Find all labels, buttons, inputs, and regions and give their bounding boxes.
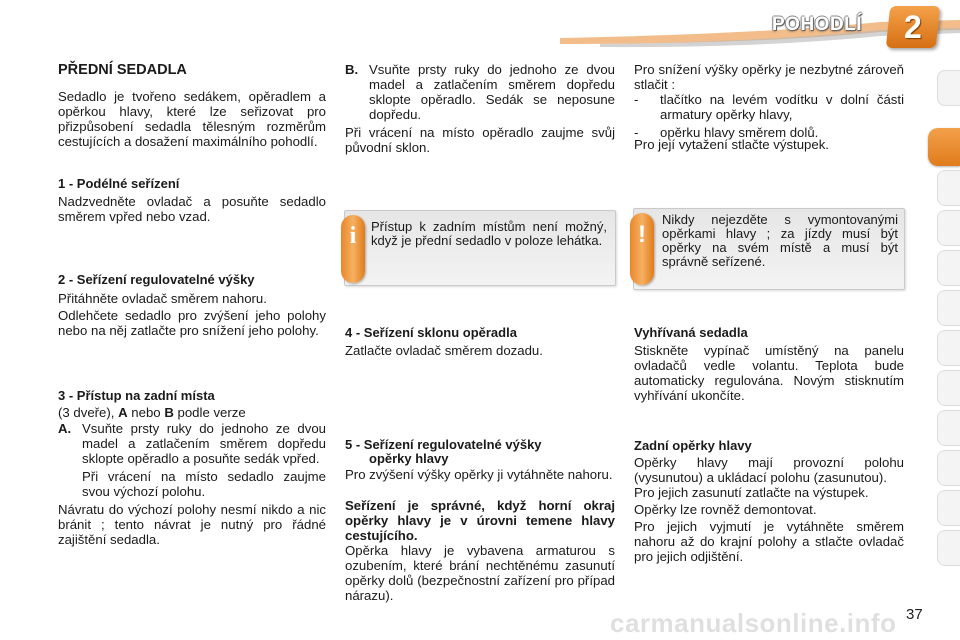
section-title: PŘEDNÍ SEDADLA — [58, 62, 187, 78]
chapter-number: 2 — [904, 8, 922, 45]
warning-box — [633, 208, 905, 290]
side-tab-active[interactable] — [928, 128, 960, 166]
item-b-text-2: Při vrácení na místo opěradlo zaujme svůj původní sklon. — [345, 125, 615, 155]
item-b — [345, 62, 615, 155]
side-tab[interactable] — [937, 370, 960, 406]
info-icon — [341, 215, 365, 283]
rear-heading: Zadní opěrky hlavy — [634, 438, 752, 453]
s3-variant-b: B — [164, 405, 174, 420]
s3-variant-a: A — [118, 405, 128, 420]
warning-text: Nikdy nejezděte s vymontovanými opěrkami hlavy ; za jízdy musí být opěrky na svém místě a musí být správně seřízené. — [662, 212, 898, 269]
rear-text-1: Opěrky hlavy mají provozní polohu (vysunutou) a ukládací polohu (zasunutou). — [634, 455, 904, 485]
item-b-text-1: Vsuňte prsty ruky do jednoho ze dvou madel a zatlačením směrem dopředu sklopte opěradlo. Sedák se neposune dopředu. — [369, 62, 615, 122]
s4-heading: 4 - Seřízení sklonu opěradla — [345, 325, 517, 340]
s3-variant-pre: (3 dveře), — [58, 405, 119, 420]
side-tab[interactable] — [937, 490, 960, 526]
right-list-item — [634, 92, 904, 122]
watermark: carmanualsonline.info — [610, 608, 897, 638]
side-tab[interactable] — [937, 210, 960, 246]
chapter-title: POHODLÍ — [772, 14, 863, 35]
right-text-1: Pro snížení výšky opěrky je nezbytné zároveň stlačit : — [634, 62, 904, 92]
s3-variant-post: podle verze — [173, 405, 246, 420]
s2-heading: 2 - Seřízení regulovatelné výšky — [58, 272, 255, 287]
s4-text: Zatlačte ovladač směrem dozadu. — [345, 343, 543, 358]
s3-variant-line — [58, 405, 326, 420]
side-tab[interactable] — [937, 330, 960, 366]
s5-heading — [345, 438, 615, 466]
rear-text-4: Pro jejich vyjmutí je vytáhněte směrem nahoru až do krajní polohy a stlačte ovladač pro jejich odjištění. — [634, 519, 904, 564]
item-a — [58, 421, 326, 547]
chapter-number-badge — [886, 6, 940, 48]
right-list-item-text: opěrku hlavy směrem dolů. — [660, 125, 819, 140]
s2-text-2: Odlehčete sedadlo pro zvýšení jeho polohy nebo na něj zatlačte pro snížení jeho polohy. — [58, 308, 326, 338]
s5-heading-line-2: opěrky hlavy — [369, 451, 449, 466]
side-tab[interactable] — [937, 450, 960, 486]
warning-icon — [630, 213, 654, 285]
item-a-text-2: Při vrácení na místo sedadlo zaujme svou výchozí polohu. — [82, 469, 326, 499]
page-number: 37 — [906, 606, 923, 623]
right-list — [634, 92, 904, 140]
warning-icon-glyph: ! — [638, 221, 646, 248]
rear-text-2: Pro jejich zasunutí zatlačte na výstupek. — [634, 485, 869, 500]
s2-text-1: Přitáhněte ovladač směrem nahoru. — [58, 291, 267, 306]
side-tab[interactable] — [937, 410, 960, 446]
item-a-text-1: Vsuňte prsty ruky do jednoho ze dvou madel a zatlačením směrem dopředu sklopte opěradlo a posuňte sedák vpřed. — [82, 421, 326, 466]
side-tab[interactable] — [937, 250, 960, 286]
s3-heading: 3 - Přístup na zadní místa — [58, 388, 215, 403]
side-tab[interactable] — [937, 170, 960, 206]
heated-text: Stiskněte vypínač umístěný na panelu ovladačů vedle volantu. Teplota bude automaticky regulována. Novým stisknutím vyhřívání ukončíte. — [634, 343, 904, 403]
heated-heading: Vyhřívaná sedadla — [634, 325, 748, 340]
s1-heading: 1 - Podélné seřízení — [58, 176, 180, 191]
item-a-text-3: Návratu do výchozí polohy nesmí nikdo a nic bránit ; tento návrat je nutný pro řádné zajištění sedadla. — [58, 502, 326, 547]
side-tab[interactable] — [937, 530, 960, 566]
s5-heading-line-1: 5 - Seřízení regulovatelné výšky — [345, 437, 542, 452]
s1-text: Nadzvedněte ovladač a posuňte sedadlo směrem vpřed nebo vzad. — [58, 194, 326, 224]
info-box — [344, 210, 616, 286]
dash: - — [634, 125, 639, 140]
s5-text-2: Opěrka hlavy je vybavena armaturou s ozubením, které brání nechtěnému zasunutí opěrky dolů (bezpečnostní zařízení pro případ nárazu). — [345, 543, 615, 603]
rear-text-3: Opěrky lze rovněž demontovat. — [634, 502, 817, 517]
side-tab[interactable] — [937, 290, 960, 326]
info-text: Přístup k zadním místům není možný, když je přední sedadlo v poloze lehátka. — [371, 219, 607, 248]
s3-variant-mid: nebo — [127, 405, 165, 420]
s5-bold-note: Seřízení je správné, když horní okraj opěrky hlavy je v úrovni temene hlavy cestujícího. — [345, 498, 615, 543]
dash: - — [634, 92, 639, 107]
intro-paragraph: Sedadlo je tvořeno sedákem, opěradlem a opěrkou hlavy, které lze seřizovat pro přizpůsobení sedadla tělesným rozměrům cestujících a dosažení maximálního pohodlí. — [58, 89, 326, 149]
item-a-label: A. — [58, 421, 72, 436]
right-text-2: Pro její vytažení stlačte výstupek. — [634, 137, 829, 152]
s5-text-1: Pro zvýšení výšky opěrky ji vytáhněte nahoru. — [345, 467, 613, 482]
side-tab[interactable] — [937, 70, 960, 106]
right-list-item-text: tlačítko na levém vodítku v dolní části armatury opěrky hlavy, — [660, 92, 904, 122]
info-icon-glyph: i — [349, 223, 357, 249]
item-b-label: B. — [345, 62, 359, 77]
header-bar — [0, 0, 960, 50]
